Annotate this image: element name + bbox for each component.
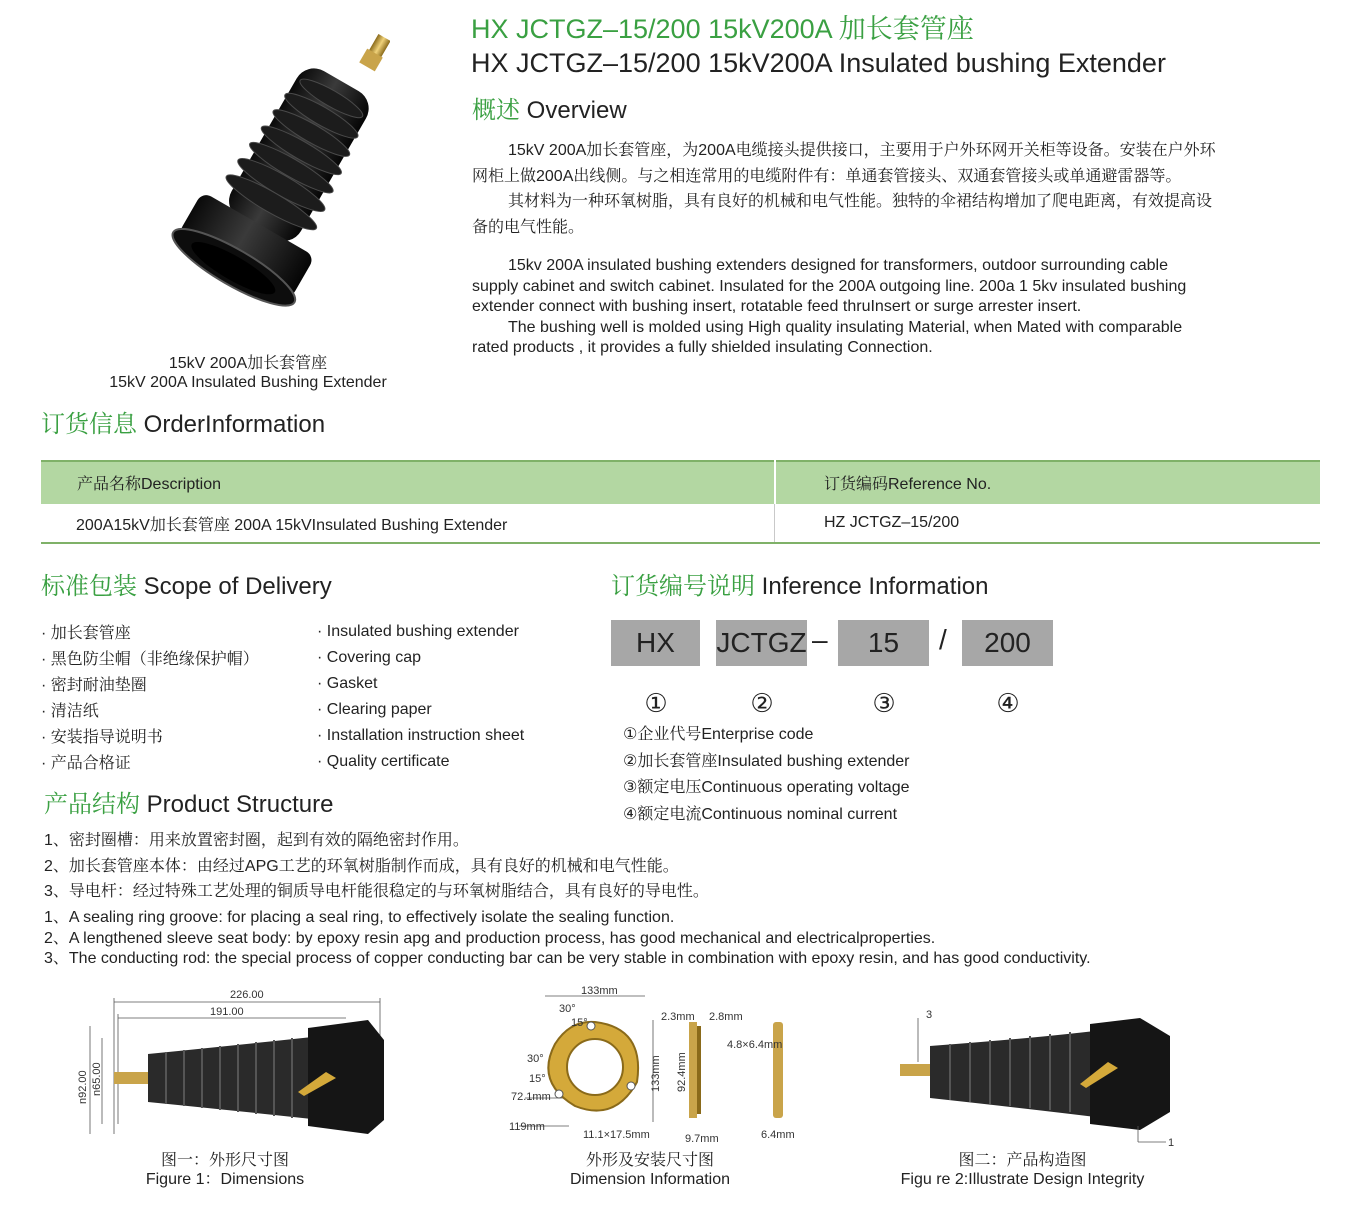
overview-cn-text (472, 138, 1292, 240)
list-item: · Insulated bushing extender (317, 619, 524, 645)
list-item: ④额定电流Continuous nominal current (623, 805, 898, 823)
figure-2-caption-cn: 图二：产品构造图 (958, 1152, 1087, 1169)
list-item: · Gasket (317, 671, 524, 697)
code-box-product: JCTGZ (716, 620, 807, 666)
overview-en-text (472, 256, 1312, 359)
list-item: · 安装指导说明书 (41, 725, 259, 751)
overview-cn-line: 备的电气性能。 (472, 218, 585, 236)
list-item: · 密封耐油垫圈 (41, 673, 259, 699)
code-separator-dash: – (812, 624, 828, 655)
figure-mounting-caption (530, 1151, 770, 1189)
marker-3: ③ (872, 688, 896, 718)
dim-label: n65.00 (91, 1062, 103, 1096)
dim-label: 9.7mm (685, 1133, 719, 1144)
list-item: · 产品合格证 (41, 751, 259, 777)
overview-heading-en: Overview (526, 97, 627, 124)
list-item: ②加长套管座Insulated bushing extender (623, 752, 910, 770)
dim-label: 226.00 (230, 989, 264, 1001)
list-item: 1、A sealing ring groove: for placing a seal ring, to effectively isolate the sealing function. (44, 909, 675, 926)
structure-list-cn (44, 828, 709, 905)
dim-label: 2.8mm (709, 1011, 743, 1023)
dim-label: 15° (571, 1017, 588, 1029)
inference-heading-en: Inference Information (761, 573, 989, 600)
order-table (41, 460, 1320, 544)
inference-heading (611, 573, 988, 601)
overview-heading-cn: 概述 (472, 97, 520, 124)
title-en: HX JCTGZ–15/200 15kV200A Insulated bushing Extender (471, 48, 1166, 78)
dim-label: n92.00 (77, 1070, 89, 1104)
code-box-enterprise: HX (611, 620, 700, 666)
dim-label: 30° (527, 1053, 544, 1065)
order-heading-en: OrderInformation (143, 411, 326, 438)
list-item: · 加长套管座 (41, 621, 259, 647)
marker-2: ② (750, 688, 774, 718)
figure-2-design (900, 1002, 1190, 1146)
code-separator-slash: / (939, 624, 947, 655)
figure-1-caption-en: Figure 1：Dimensions (145, 1171, 305, 1188)
dim-label: 4.8×6.4mm (727, 1039, 783, 1051)
table-row (41, 504, 1320, 544)
figure-mounting-caption-en: Dimension Information (569, 1171, 731, 1188)
marker-4: ④ (996, 688, 1020, 718)
dim-label: 133mm (650, 1055, 662, 1092)
order-col-description: 产品名称Description (77, 475, 222, 493)
figure-mounting-dimensions (505, 982, 805, 1144)
list-item: · 黑色防尘帽（非绝缘保护帽） (41, 647, 259, 673)
list-item: 2、A lengthened sleeve seat body: by epoxy resin apg and production process, has good mechanical and electricalproperties. (44, 929, 936, 947)
structure-list-en (44, 908, 1091, 970)
delivery-list-cn (41, 621, 259, 777)
list-item: · Quality certificate (317, 749, 524, 775)
overview-heading (472, 97, 627, 125)
dim-label: 15° (529, 1073, 546, 1085)
delivery-heading-en: Scope of Delivery (143, 573, 332, 600)
title-cn: HX JCTGZ–15/200 15kV200A 加长套管座 (471, 14, 974, 44)
overview-cn-line: 网柜上做200A出线侧。与之相连常用的电缆附件有：单通套管接头、双通套管接头或单通避雷器等。 (472, 167, 1182, 185)
list-item: ③额定电压Continuous operating voltage (623, 779, 910, 796)
structure-heading-en: Product Structure (146, 791, 334, 818)
list-item: · Covering cap (317, 645, 524, 671)
fig2-label: 1 (1168, 1137, 1175, 1146)
fig2-label: 3 (926, 1009, 933, 1021)
dim-label: 30° (559, 1003, 576, 1015)
structure-heading-cn: 产品结构 (44, 791, 140, 818)
dim-label: 2.3mm (661, 1011, 695, 1023)
code-box-voltage: 15 (838, 620, 929, 666)
overview-en-line: The bushing well is molded using High quality insulating Material, when Mated with comparable (508, 318, 1183, 336)
order-col-reference: 订货编码Reference No. (824, 475, 992, 493)
order-cell-description: 200A15kV加长套管座 200A 15kVInsulated Bushing Extender (76, 516, 508, 534)
figure-1-caption (95, 1151, 355, 1189)
table-divider (774, 504, 775, 542)
order-heading-cn: 订货信息 (41, 411, 137, 438)
dim-label: 119mm (509, 1121, 545, 1133)
delivery-list-en (317, 619, 524, 775)
overview-en-line: extender connect with bushing insert, rotatable feed thruInsert or surge arrester insert. (472, 298, 1082, 315)
overview-en-line: 15kv 200A insulated bushing extenders designed for transformers, outdoor surrounding cable (508, 257, 1168, 274)
inference-heading-cn: 订货编号说明 (611, 573, 755, 600)
dim-label: 191.00 (210, 1006, 244, 1018)
code-box-current: 200 (962, 620, 1053, 666)
overview-en-line: supply cabinet and switch cabinet. Insulated for the 200A outgoing line. 200a 1 5kv insulated bushing (472, 277, 1187, 295)
delivery-heading (41, 573, 332, 601)
list-item: · Clearing paper (317, 697, 524, 723)
dim-label: 133mm (581, 985, 618, 997)
product-photo (110, 30, 390, 345)
dim-label: 72.1mm (511, 1091, 551, 1103)
figure-2-caption-en: Figu re 2:Illustrate Design Integrity (900, 1171, 1145, 1188)
overview-en-line: rated products , it provides a fully shielded insulating Connection. (472, 339, 933, 356)
list-item: 3、The conducting rod: the special process of copper conducting bar can be very stable in combination with epoxy resin, and has good conductivity. (44, 950, 1091, 967)
delivery-heading-cn: 标准包装 (41, 573, 137, 600)
list-item: · Installation instruction sheet (317, 723, 524, 749)
product-caption (80, 354, 416, 392)
dim-label: 92.4mm (676, 1052, 688, 1092)
structure-heading (44, 791, 333, 819)
order-cell-reference: HZ JCTGZ–15/200 (824, 514, 960, 531)
figure-2-caption (880, 1151, 1165, 1189)
marker-1: ① (644, 688, 668, 718)
dim-label: 6.4mm (761, 1129, 795, 1141)
list-item: 3、导电杆：经过特殊工艺处理的铜质导电杆能很稳定的与环氧树脂结合，具有良好的导电性。 (44, 883, 709, 900)
inference-list (623, 722, 910, 828)
list-item: · 清洁纸 (41, 699, 259, 725)
figure-mounting-caption-cn: 外形及安装尺寸图 (585, 1152, 714, 1169)
list-item: 2、加长套管座本体：由经过APG工艺的环氧树脂制作而成，具有良好的机械和电气性能。 (44, 857, 679, 875)
order-heading (41, 411, 325, 439)
figure-1-dimensions (68, 984, 408, 1144)
figure-1-caption-cn: 图一：外形尺寸图 (160, 1152, 289, 1169)
order-table-header (41, 460, 1320, 504)
overview-cn-line: 15kV 200A加长套管座，为200A电缆接头提供接口，主要用于户外环网开关柜等设备。安装在户外环 (508, 142, 1216, 159)
dim-label: 11.1×17.5mm (583, 1129, 650, 1141)
product-caption-cn: 15kV 200A加长套管座 (168, 355, 328, 372)
product-caption-en: 15kV 200A Insulated Bushing Extender (109, 374, 387, 391)
list-item: ①企业代号Enterprise code (623, 726, 814, 743)
overview-cn-line: 其材料为一种环氧树脂，具有良好的机械和电气性能。独特的伞裙结构增加了爬电距离，有效提高设 (508, 193, 1213, 210)
list-item: 1、密封圈槽：用来放置密封圈，起到有效的隔绝密封作用。 (44, 832, 469, 849)
